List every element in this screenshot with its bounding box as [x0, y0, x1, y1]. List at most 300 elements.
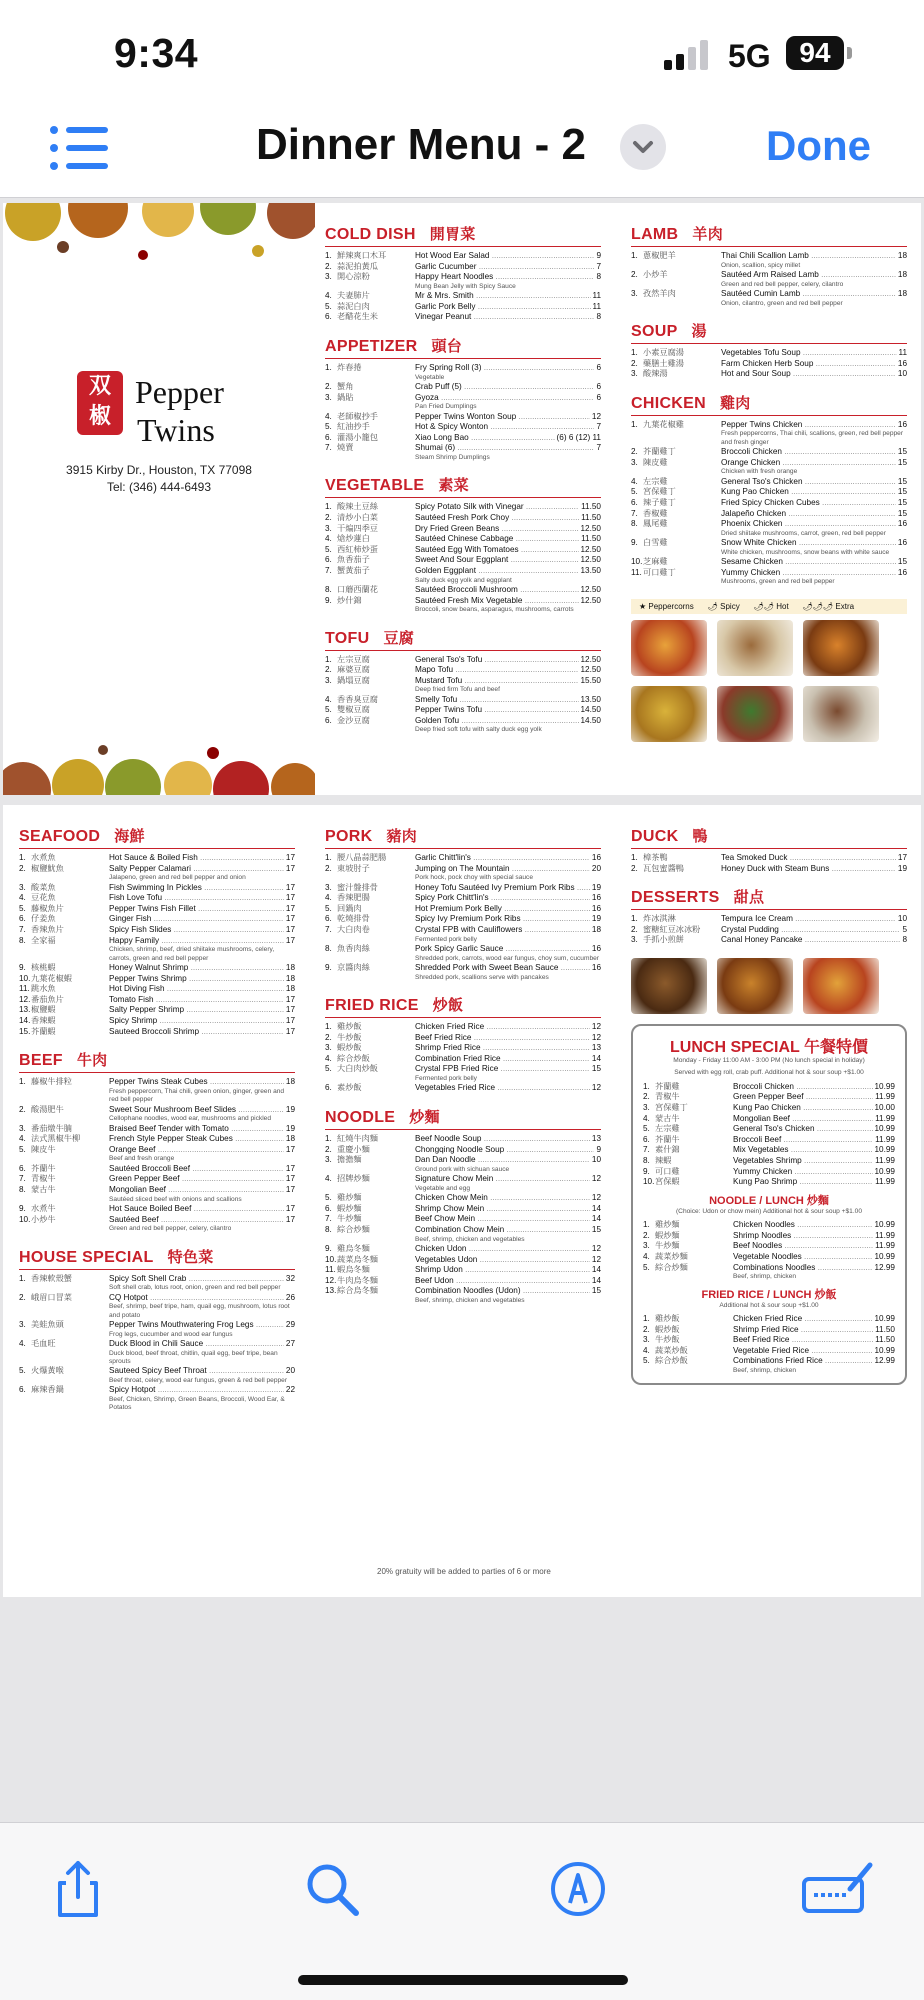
- item-name: Mix Vegetables .....: [733, 1145, 873, 1156]
- item-number: 3.: [631, 457, 638, 467]
- item-name: Pepper Twins Fish Fillet .....: [109, 904, 284, 915]
- item-name: Jalapeño Chicken .....: [721, 509, 896, 520]
- item-price: 11.50: [581, 512, 601, 522]
- item-name: Combination Noodles (Udon) .....: [415, 1286, 590, 1297]
- item-number: 7.: [19, 924, 26, 934]
- menu-item: [19, 1185, 295, 1196]
- item-chinese-name: 蜜汁盤排骨: [337, 882, 378, 892]
- item-number: 10.: [325, 1254, 337, 1264]
- item-chinese-name: 九葉花椒蝦: [31, 973, 72, 983]
- item-name: Fish Swimming In Pickles .....: [109, 883, 284, 894]
- menu-item: [325, 251, 601, 262]
- item-price: 32: [285, 1273, 295, 1283]
- item-price: 12.50: [580, 523, 601, 533]
- logo-seal: [77, 371, 123, 435]
- item-chinese-name: 辣子雞丁: [643, 497, 676, 507]
- menu-item: [325, 925, 601, 936]
- section-title-cn: 豆腐: [383, 629, 415, 647]
- item-name: Sautéed Fresh Pork Choy .....: [415, 513, 579, 524]
- section-title-cn: 豬肉: [386, 828, 418, 845]
- item-chinese-name: 干煸四季豆: [337, 523, 378, 533]
- document-title[interactable]: Dinner Menu - 2: [256, 120, 587, 169]
- menu-item: [325, 262, 601, 273]
- menu-item: [631, 498, 907, 509]
- menu-item: [325, 893, 601, 904]
- item-price: 13: [591, 1043, 601, 1053]
- item-description: Duck blood, beef throat, chitlin, quail egg, beef tripe, bean sprouts: [109, 1349, 278, 1365]
- item-price: 10.99: [874, 1166, 895, 1176]
- item-chinese-name: 牛炒飯: [655, 1335, 680, 1345]
- item-price: 12: [591, 1032, 601, 1042]
- item-number: 1.: [325, 853, 332, 862]
- menu-item: [325, 433, 601, 444]
- item-chinese-name: 老醋花生米: [337, 312, 378, 322]
- menu-item: [643, 1325, 895, 1336]
- item-number: 1.: [19, 1273, 26, 1283]
- dish-photos: [631, 620, 907, 742]
- item-chinese-name: 火爆黃喉: [31, 1366, 64, 1376]
- menu-item: [643, 1335, 895, 1346]
- item-number: 1.: [643, 1313, 650, 1323]
- menu-item: [325, 695, 601, 706]
- item-number: 5.: [19, 903, 26, 913]
- item-number: 4.: [19, 893, 26, 903]
- done-button[interactable]: Done: [766, 122, 871, 169]
- item-number: 4.: [325, 411, 332, 421]
- item-number: 4.: [325, 1053, 332, 1063]
- menu-item: [19, 893, 295, 904]
- item-price: 16: [591, 943, 601, 953]
- item-price: 10.99: [874, 1251, 895, 1261]
- item-number: 9.: [631, 538, 638, 548]
- item-price: 18: [285, 984, 295, 994]
- menu-item: [631, 447, 907, 458]
- item-name: Honey Duck with Steam Buns .....: [721, 864, 896, 875]
- item-number: 7.: [631, 508, 638, 518]
- menu-item: [325, 1174, 601, 1185]
- section-title-en: CHICKEN: [631, 394, 706, 412]
- section-title-cn: 湯: [691, 323, 707, 340]
- item-price: 18: [285, 973, 295, 983]
- item-chinese-name: 蝦炒麵: [337, 1203, 362, 1213]
- item-price: 8: [596, 312, 601, 322]
- item-description: Steam Shrimp Dumplings: [415, 453, 490, 461]
- item-number: 5.: [631, 487, 638, 497]
- item-price: 17: [285, 863, 295, 873]
- menu-item: [643, 1124, 895, 1135]
- menu-item: [19, 995, 295, 1006]
- menu-item: [325, 545, 601, 556]
- item-name: Mongolian Beef .....: [109, 1185, 284, 1196]
- menu-item: [19, 936, 295, 947]
- item-chinese-name: 招牌炒麵: [337, 1174, 370, 1184]
- section-title-en: TOFU: [325, 629, 370, 647]
- edit-icon[interactable]: [800, 1859, 876, 1919]
- item-price: 17: [285, 994, 295, 1004]
- list-icon[interactable]: [48, 124, 110, 172]
- menu-item: [19, 1293, 295, 1304]
- item-description: Shredded pork, carrots, wood ear fungus, choy sum, cucumber: [415, 954, 599, 962]
- item-chinese-name: 綜合炒飯: [337, 1053, 370, 1063]
- item-name: Chicken Chow Mein .....: [415, 1193, 590, 1204]
- item-description: Beef, shrimp, chicken and vegetables: [415, 1296, 525, 1304]
- fried-rice-lunch-title: FRIED RICE / LUNCH 炒飯: [701, 1288, 837, 1301]
- item-number: 3.: [643, 1241, 650, 1251]
- item-description: Green and red bell pepper, celery, cilantro: [721, 280, 844, 288]
- restaurant-name: [135, 373, 224, 449]
- item-chinese-name: 陳皮雞: [643, 457, 668, 467]
- item-number: 11.: [631, 567, 642, 577]
- item-name: Braised Beef Tender with Tomato .....: [109, 1124, 284, 1135]
- noodle-lunch-note: (Choice: Udon or chow mein) Additional hot & sour soup +$1.00: [675, 1207, 862, 1215]
- menu-item: [325, 853, 601, 864]
- item-price: 12.50: [580, 595, 601, 605]
- section-title-cn: 雞肉: [720, 394, 751, 412]
- item-name: Shrimp Fried Rice .....: [415, 1043, 590, 1054]
- item-price: 17: [285, 935, 295, 945]
- dessert-photos: [631, 958, 907, 1014]
- share-icon[interactable]: [48, 1859, 108, 1919]
- menu-item: [325, 393, 601, 404]
- item-chinese-name: 雙椒豆腐: [337, 705, 370, 715]
- item-price: 15: [897, 447, 907, 457]
- item-name: Combinations Fried Rice .....: [733, 1356, 873, 1367]
- item-price: 18: [285, 1077, 295, 1087]
- item-name: Garlic Chitt'lin's .....: [415, 853, 590, 864]
- item-chinese-name: 左宗豆腐: [337, 654, 370, 664]
- dish-photo: [631, 686, 707, 742]
- item-chinese-name: 水煮牛: [31, 1203, 56, 1213]
- item-price: 14: [591, 1053, 601, 1063]
- menu-item: [325, 513, 601, 524]
- item-number: 14.: [19, 1015, 31, 1025]
- menu-item: [631, 935, 907, 946]
- item-name: Kung Pao Chicken .....: [733, 1103, 873, 1114]
- item-name: Sweet And Sour Eggplant .....: [415, 555, 579, 566]
- item-description: Pork hock, pock choy with special sauce: [415, 874, 534, 882]
- spice-legend: [631, 599, 907, 614]
- item-number: 3.: [325, 523, 332, 533]
- item-name: Sautéed Egg With Tomatoes .....: [415, 545, 579, 556]
- item-chinese-name: 左宗雞: [643, 476, 668, 486]
- item-name: Garlic Pork Belly .....: [415, 302, 591, 313]
- search-icon[interactable]: [302, 1859, 362, 1919]
- item-price: 16: [897, 358, 907, 368]
- menu-item: [19, 914, 295, 925]
- item-name: Hot Sauce Boiled Beef .....: [109, 1204, 284, 1215]
- item-name: French Style Pepper Steak Cubes .....: [109, 1134, 284, 1145]
- item-number: 6.: [325, 1203, 332, 1213]
- item-name: Canal Honey Pancake .....: [721, 935, 900, 946]
- item-price: 14: [591, 1275, 601, 1285]
- status-time: 9:34: [114, 30, 199, 76]
- item-description: Sautéed sliced beef with onions and scallions: [109, 1195, 242, 1203]
- item-number: 1.: [631, 914, 638, 924]
- item-number: 1.: [325, 362, 332, 372]
- menu-item: [325, 1145, 601, 1156]
- section-title: [631, 223, 907, 247]
- menu-item: [325, 1225, 601, 1236]
- item-chinese-name: 芥蘭牛: [31, 1163, 56, 1173]
- item-description: Mung Bean Jelly with Spicy Sauce: [415, 282, 516, 290]
- item-number: 3.: [325, 882, 332, 892]
- item-chinese-name: 蝦烏冬麵: [337, 1265, 370, 1275]
- menu-item: [19, 1339, 295, 1350]
- menu-item: [325, 705, 601, 716]
- menu-item: [325, 534, 601, 545]
- item-name: Garlic Cucumber .....: [415, 262, 594, 273]
- item-name: Green Pepper Beef .....: [109, 1174, 284, 1185]
- item-price: 10: [591, 1155, 601, 1165]
- menu-item: [643, 1231, 895, 1242]
- item-price: 20: [285, 1366, 295, 1376]
- item-name: Signature Chow Mein .....: [415, 1174, 590, 1185]
- menu-item: [325, 312, 601, 323]
- item-price: 15: [897, 508, 907, 518]
- item-price: 11.99: [875, 1113, 895, 1123]
- item-number: 3.: [325, 272, 332, 282]
- section-title: [325, 474, 601, 498]
- section-title-en: COLD DISH: [325, 226, 416, 243]
- section-title-cn: 甜点: [733, 889, 765, 907]
- item-price: 26: [285, 1292, 295, 1302]
- item-price: 18: [285, 962, 295, 972]
- item-price: 10: [897, 914, 907, 924]
- item-number: 6.: [325, 1083, 332, 1093]
- item-description: Dried shiitake mushrooms, carrot, green, red bell pepper: [721, 529, 886, 537]
- item-number: 2.: [19, 863, 26, 873]
- section-title: [631, 886, 907, 910]
- item-number: 7.: [325, 443, 332, 453]
- item-number: 4.: [19, 1134, 26, 1144]
- item-chinese-name: 手抓小煎餅: [643, 935, 684, 945]
- item-number: 3.: [19, 882, 26, 892]
- item-chinese-name: 水煮魚: [31, 853, 56, 862]
- item-description: Onion, cilantro, green and red bell pepper: [721, 299, 843, 307]
- menu-item: [325, 1244, 601, 1255]
- item-chinese-name: 蒜泥白肉: [337, 301, 370, 311]
- menu-item: [325, 1043, 601, 1054]
- menu-item: [643, 1241, 895, 1252]
- item-name: Sautéed Beef .....: [109, 1215, 284, 1226]
- item-price: 15: [897, 497, 907, 507]
- section-title-en: BEEF: [19, 1052, 63, 1070]
- legend-spicy: 🌶 Spicy: [707, 601, 740, 611]
- item-description: Fermented pork belly: [415, 935, 477, 943]
- item-chinese-name: 炸春捲: [337, 362, 362, 372]
- item-price: 7: [596, 261, 601, 271]
- item-price: 16: [591, 962, 601, 972]
- menu-page-1: [3, 203, 921, 795]
- item-number: 7.: [643, 1145, 650, 1155]
- item-description: Beef, shrimp, chicken and vegetables: [415, 1235, 525, 1243]
- item-price: 17: [897, 853, 907, 862]
- item-name: Hot and Sour Soup .....: [721, 369, 896, 380]
- item-name: Broccoli Chicken .....: [733, 1082, 873, 1093]
- item-price: 12.50: [580, 665, 601, 675]
- menu-item: [19, 853, 295, 864]
- item-price: 11.99: [875, 1092, 895, 1102]
- item-name: Happy Family .....: [109, 936, 284, 947]
- item-description: Beef throat, celery, wood ear fungus, green & red bell pepper: [109, 1376, 288, 1384]
- menu-item: [19, 1016, 295, 1027]
- item-description: Pan Fried Dumplings: [415, 403, 477, 411]
- item-price: 10.99: [874, 1313, 895, 1323]
- item-description: Fresh peppercorn, Thai chili, green onion, ginger, green and red bell pepper: [109, 1087, 285, 1104]
- menu-item: [643, 1177, 895, 1188]
- item-chinese-name: 樟茶鴨: [643, 853, 668, 862]
- menu-item: [325, 412, 601, 423]
- item-number: 1.: [643, 1220, 650, 1230]
- item-chinese-name: 大白肉卷: [337, 924, 370, 934]
- item-price: 11: [592, 301, 601, 311]
- item-number: 12.: [325, 1275, 337, 1285]
- item-chinese-name: 九葉花椒雞: [643, 419, 684, 429]
- item-chinese-name: 瓦包蜜醬鴨: [643, 863, 684, 873]
- item-chinese-name: 椒鹽魷魚: [31, 863, 64, 873]
- item-number: 1.: [19, 1077, 26, 1087]
- item-number: 9.: [19, 962, 26, 972]
- item-chinese-name: 核桃蝦: [31, 962, 56, 972]
- item-chinese-name: 牛肉烏冬麵: [337, 1275, 378, 1285]
- section-title-en: NOODLE: [325, 1108, 396, 1126]
- menu-item: [325, 1193, 601, 1204]
- section-title-cn: 炒麵: [409, 1108, 440, 1126]
- markup-icon[interactable]: [548, 1859, 608, 1919]
- menu-item: [325, 1083, 601, 1094]
- item-price: 19: [285, 1123, 295, 1133]
- item-chinese-name: 夫妻肺片: [337, 291, 370, 301]
- item-chinese-name: 鍋塌豆腐: [337, 675, 370, 685]
- item-name: Hot Sauce & Boiled Fish .....: [109, 853, 284, 864]
- item-name: Shumai (6) .....: [415, 443, 594, 454]
- menu-item: [643, 1356, 895, 1367]
- section-title-en: VEGETABLE: [325, 477, 425, 495]
- item-chinese-name: 番茄燉牛腩: [31, 1123, 72, 1133]
- item-number: 3.: [325, 392, 332, 402]
- item-number: 2.: [631, 863, 638, 873]
- item-description: Beef, shrimp, beef tripe, ham, quail egg, mushroom, lotus root and potato: [109, 1303, 290, 1319]
- item-number: 2.: [643, 1324, 650, 1334]
- menu-item: [325, 1265, 601, 1276]
- item-chinese-name: 青椒牛: [31, 1174, 56, 1184]
- menu-item: [325, 1022, 601, 1033]
- item-chinese-name: 香椒雞: [643, 508, 668, 518]
- menu-item: [325, 1155, 601, 1166]
- menu-item: [325, 883, 601, 894]
- spices-image-top: [3, 203, 315, 303]
- item-price: 17: [285, 914, 295, 924]
- item-price: 15: [897, 487, 907, 497]
- item-description: Ground pork with sichuan sauce: [415, 1165, 510, 1173]
- item-number: 9.: [325, 595, 332, 605]
- item-name: Spicy Fish Slides .....: [109, 925, 284, 936]
- item-number: 11.: [325, 1265, 336, 1275]
- item-chinese-name: 東坡肘子: [337, 863, 370, 873]
- item-chinese-name: 藥膳土雞湯: [643, 358, 684, 368]
- item-price: 17: [285, 882, 295, 892]
- menu-item: [19, 1145, 295, 1156]
- item-description: Vegetable: [415, 373, 445, 381]
- item-chinese-name: 熗炒蓮白: [337, 534, 370, 544]
- section-title-en: FRIED RICE: [325, 996, 419, 1014]
- section-title: [631, 392, 907, 416]
- dish-photo: [803, 958, 879, 1014]
- dish-photo: [631, 958, 707, 1014]
- item-number: 4.: [325, 1174, 332, 1184]
- item-name: Farm Chicken Herb Soup .....: [721, 359, 896, 370]
- item-chinese-name: 香辣肥腸: [337, 893, 370, 903]
- item-number: 1.: [631, 853, 638, 862]
- item-chinese-name: 蟹黃茄子: [337, 565, 370, 575]
- item-chinese-name: 雞炒麵: [655, 1220, 680, 1230]
- item-name: Salty Pepper Shrimp .....: [109, 1005, 284, 1016]
- item-price: 12.99: [874, 1356, 895, 1366]
- item-chinese-name: 清炒小白菜: [337, 512, 378, 522]
- item-price: 20: [591, 863, 601, 873]
- item-name: Chicken Fried Rice .....: [415, 1022, 590, 1033]
- menu-item: [325, 272, 601, 283]
- menu-item: [631, 853, 907, 864]
- item-chinese-name: 灌湯小籠包: [337, 432, 378, 442]
- menu-item: [325, 1214, 601, 1225]
- item-name: General Tso's Chicken .....: [733, 1124, 873, 1135]
- menu-item: [325, 443, 601, 454]
- section-beef: [19, 1049, 295, 1233]
- gratuity-note: 20% gratuity will be added to parties of 6 or more: [377, 1567, 551, 1576]
- section-title-cn: 炒飯: [432, 996, 464, 1014]
- item-name: Spicy Soft Shell Crab .....: [109, 1274, 284, 1285]
- menu-item: [325, 291, 601, 302]
- item-name: Pepper Twins Chicken .....: [721, 420, 896, 431]
- menu-item: [631, 519, 907, 530]
- item-number: 6.: [325, 432, 332, 442]
- item-chinese-name: 可口雞丁: [643, 567, 676, 577]
- item-number: 1.: [325, 1021, 332, 1031]
- item-name: Pepper Twins Mouthwatering Frog Legs .....: [109, 1320, 284, 1331]
- section-title: [325, 825, 601, 849]
- item-price: 19: [591, 914, 601, 924]
- item-chinese-name: 蝦炒飯: [655, 1324, 680, 1334]
- item-number: 6.: [631, 497, 638, 507]
- menu-item: [325, 676, 601, 687]
- item-name: Thai Chili Scallion Lamb .....: [721, 251, 896, 262]
- section-title: [325, 223, 601, 247]
- item-number: 4.: [325, 694, 332, 704]
- section-title-cn: 頭台: [431, 337, 463, 355]
- menu-page-2: [3, 805, 921, 1597]
- item-name: Tomato Fish .....: [109, 995, 284, 1006]
- menu-item: [325, 1204, 601, 1215]
- item-description: Onion, scallion, spicy millet: [721, 261, 801, 269]
- item-name: Duck Blood in Chili Sauce .....: [109, 1339, 284, 1350]
- menu-item: [631, 458, 907, 469]
- item-chinese-name: 香辣魚片: [31, 924, 64, 934]
- menu-item: [19, 883, 295, 894]
- bottom-toolbar: [0, 1822, 924, 2000]
- chevron-down-icon[interactable]: [620, 124, 666, 170]
- item-name: Dan Dan Noodle .....: [415, 1155, 590, 1166]
- menu-item: [19, 1204, 295, 1215]
- item-chinese-name: 牛炒飯: [337, 1032, 362, 1042]
- item-number: 4.: [325, 291, 332, 301]
- item-price: 12.50: [580, 544, 601, 554]
- item-number: 6.: [325, 715, 332, 725]
- item-number: 6.: [325, 555, 332, 565]
- item-chinese-name: 酸辣土豆絲: [337, 502, 378, 512]
- menu-item: [19, 1027, 295, 1038]
- item-price: 8: [902, 935, 907, 945]
